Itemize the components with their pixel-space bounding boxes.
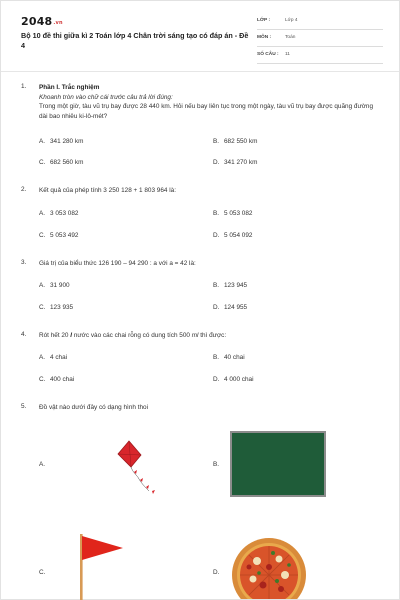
option-label: D.	[213, 159, 220, 166]
question-text	[39, 331, 379, 341]
meta-label: LỚP :	[257, 18, 271, 23]
option-2b[interactable]	[213, 210, 252, 217]
option-label: D.	[213, 569, 220, 576]
option-label: D.	[213, 376, 220, 383]
option-label: B.	[213, 210, 220, 217]
option-label: C.	[39, 159, 46, 166]
option-1d[interactable]	[213, 159, 257, 166]
option-label: C.	[39, 376, 46, 383]
option-label: A.	[39, 354, 46, 361]
document-title: Bộ 10 đề thi giữa kì 2 Toán lớp 4 Chân trời sáng tạo có đáp án - Đề 4	[21, 31, 249, 50]
green-board-icon	[230, 431, 326, 497]
option-text: 682 560 km	[50, 159, 84, 166]
meta-value: 11	[285, 52, 290, 57]
option-4c[interactable]	[39, 376, 74, 383]
option-label: C.	[39, 304, 46, 311]
text-part: nước vào các chai rỗng có dung tích 500	[72, 332, 192, 339]
meta-label: SỐ CÂU :	[257, 52, 279, 57]
option-label: A.	[39, 282, 46, 289]
option-text: 5 054 092	[224, 232, 253, 239]
option-2a[interactable]	[39, 210, 78, 217]
question-instruction: Khoanh tròn vào chữ cái trước câu trả lời đúng:	[39, 93, 173, 101]
question-text: Kết quả của phép tính 3 250 128 + 1 803 964 là:	[39, 187, 176, 194]
option-text: 682 550 km	[224, 138, 258, 145]
option-label: A.	[39, 210, 46, 217]
option-label: B.	[213, 354, 220, 361]
option-2d[interactable]	[213, 232, 252, 239]
meta-row-grade	[257, 15, 383, 30]
question-text: Giá trị của biểu thức 126 190 – 94 290 : a với a = 42 là:	[39, 260, 196, 267]
option-text: 3 053 082	[50, 210, 79, 217]
option-4b[interactable]	[213, 354, 245, 361]
option-text: 341 270 km	[224, 159, 258, 166]
option-label: A.	[39, 138, 46, 145]
site-logo[interactable]	[21, 15, 63, 28]
option-label: C.	[39, 232, 46, 239]
option-5a[interactable]	[39, 461, 50, 468]
option-2c[interactable]	[39, 232, 78, 239]
option-text: 124 955	[224, 304, 248, 311]
option-3c[interactable]	[39, 304, 73, 311]
option-1b[interactable]	[213, 138, 257, 145]
question-number: 1.	[21, 83, 27, 90]
meta-value: Lớp 4	[285, 18, 298, 23]
kite-icon	[109, 439, 159, 499]
unit-liter: l	[70, 332, 73, 339]
section-heading: Phần I. Trắc nghiệm	[39, 84, 100, 91]
option-text: 5 053 082	[224, 210, 253, 217]
option-text: 123 945	[224, 282, 248, 289]
option-text: 123 935	[50, 304, 74, 311]
option-text: 341 280 km	[50, 138, 84, 145]
option-label: C.	[39, 569, 46, 576]
question-body	[39, 83, 379, 121]
option-3a[interactable]	[39, 282, 70, 289]
option-text: 4 000 chai	[224, 376, 254, 383]
question-number: 3.	[21, 259, 27, 266]
text-part: thì được:	[198, 332, 227, 339]
option-label: D.	[213, 304, 220, 311]
header-divider	[1, 71, 399, 72]
meta-label: MÔN :	[257, 35, 272, 40]
option-1a[interactable]	[39, 138, 83, 145]
option-text: 40 chai	[224, 354, 245, 361]
option-text: 31 900	[50, 282, 70, 289]
document-header	[21, 15, 383, 69]
option-label: B.	[213, 138, 220, 145]
option-label: B.	[213, 282, 220, 289]
document-meta	[257, 15, 383, 66]
option-3d[interactable]	[213, 304, 247, 311]
option-4a[interactable]	[39, 354, 67, 361]
option-label: B.	[213, 461, 220, 468]
option-5b[interactable]	[213, 461, 224, 468]
meta-row-subject	[257, 32, 383, 47]
option-5d[interactable]	[213, 569, 224, 576]
option-4d[interactable]	[213, 376, 254, 383]
pizza-icon	[229, 535, 309, 599]
option-1c[interactable]	[39, 159, 83, 166]
option-text: 4 chai	[50, 354, 68, 361]
red-flag-icon	[77, 534, 127, 600]
question-text: Đồ vật nào dưới đây có dạng hình thoi	[39, 404, 149, 411]
option-5c[interactable]	[39, 569, 50, 576]
option-text: 5 053 492	[50, 232, 79, 239]
question-number: 2.	[21, 186, 27, 193]
logo-main: 2048	[21, 15, 53, 28]
meta-row-count	[257, 49, 383, 64]
question-number: 5.	[21, 403, 27, 410]
logo-suffix: .vn	[53, 20, 63, 26]
question-text: Trong một giờ, tàu vũ trụ bay được 28 440 km. Hỏi nếu bay liên tục trong một ngày, tàu vũ trụ bay được quãng đường dài bao nhiêu ki-lô-mét?	[39, 103, 374, 120]
option-label: D.	[213, 232, 220, 239]
question-number: 4.	[21, 331, 27, 338]
text-part: Rót hết 20	[39, 332, 71, 339]
option-label: A.	[39, 461, 46, 468]
option-3b[interactable]	[213, 282, 247, 289]
unit-milliliter: ml	[191, 332, 199, 339]
option-text: 400 chai	[50, 376, 75, 383]
meta-value: Toán	[285, 35, 296, 40]
